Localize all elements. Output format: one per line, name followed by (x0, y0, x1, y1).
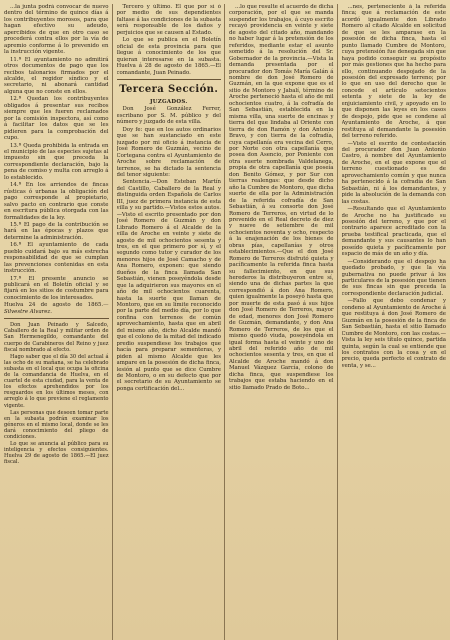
column-3 (229, 4, 338, 640)
paragraph: Lo que se publica en el Boletín oficial de esta provincia para que llegue á conocimiento de los que quieran interesarse en la subasta. Huelva á 28 de agosto de 1865.—El comandante, Juan Peinado. (116, 37, 221, 76)
date-text: Huelva 24 de agosto de 1865. (4, 302, 104, 309)
paragraph: Doy fe: que en los autos ordinarios que se han sustanciado en este juzgado por mi oficio á instancia de José Romero de Guzmán, vecino de Cortegana contra el Ayuntamiento de Aroche sobre reclamación de terrenos, se ha dictado la sentencia del tenor siguiente: (116, 126, 221, 178)
paragraph: ...lo que resulte el acuerdo de dicha corporación, por el que se manda suspender los trabajos, á cuyo escrito recayó providencia en veinte y siete de agosto del citado año, mandando no haber lugar á la pretensión de los referidos, mediante estar el asunto sometido á la resolución del Sr. Gobernador de la provincia.—Vista la demanda presentada por el procurador don Tomás María Galán á nombre de don José Romero de Guzmán, en la que expone que es el sitio de Montoro y Jabalí, término de Aroche perteneció hasta el año de mil ochocientos cuatro, á la cofradía de San Sebastián, establecida en la misma villa, una suerte de encinas y tierra del que lindaba al Oriente con tierra de don Ramón y don Antonio Bravo, y con tierra de la cofradía, cuya capellanía era vecina del Cerro, por Norte con otra capellanía que posea don Asencio, por Poniente con otra suerte nombrada Valdelanega, propia de otra capellanía que poseía don Benito Gómez, y por Sur con tierras realengas: que desde dicho año la Cumbre de Montoro, que dicha suerte de ella por la Administración de la referida cofradía de San Sebastián, á su consorte don José Romero de Terreros, en virtud de lo prevenido en el Real decreto de diez y nueve de setiembre de mil ochocientos noventa y ocho, respecto á la enajenación de los bienes de obras pías, capellanías y otros establecimientos.—Que el don José Romero de Terreros disfrutó quieta y pacíficamente la referida finca hasta su fallecimiento, en que sus herederos la distribuyeron entre sí, siendo una de dichas partes la que correspondió á don Ana Romero, quien igualmente la poseyó hasta que por muerte de esta pasó á sus hijos don José Romero de Terreros, mayor de edad, menores don José Romero de Guzmán, demandante, y don Ana Romero de Terreros, de los que el mismo quedó viuda, poseyéndola en igual forma hasta el veinte y uno de abril del referido año de mil ochocientos sesenta y tres, en que el Alcalde de Aroche mandó á don Manuel Vázquez García, colono de dicha finca, que suspendiese los trabajos que estaba haciendo en el sitio llamado Prado de Boto... (229, 4, 334, 391)
article-clause-14: 14.ª En los arriendos de fincas rústicas ó urbanas la obligación del pago corresponde al propietario, salvo pacto en contrario que conste en escritura pública otorgada con las formalidades de la ley. (4, 182, 109, 221)
article-clause-15: 15.ª El pago de la contribución se hará en las épocas y plazos que determine la administración. (4, 221, 109, 241)
column-1 (4, 4, 113, 640)
paragraph: —Fallo que debo condenar y condeno al Ayuntamiento de Aroche á que restituya á don José Romero de Guzmán en la posesión de la finca de San Sebastián, hasta el sitio llamado Cumbre de Montoro, con las costas.—Vista la ley seis título quince, partida quinta, según la cual se entiende que los contratos con la cosa y en el precio, queda perfecto el contrato de venta, y se... (341, 298, 446, 369)
article-clause-11: 11.ª El ayuntamiento no admitirá otros documentos de pago que los recibos talonarios firmados por el alcalde, el regidor síndico y el secretario, ni abonará cantidad alguna que no conste en ellos. (4, 56, 109, 95)
divider (4, 318, 109, 319)
paragraph: Las personas que deseen tomar parte en la subasta podrán examinar los géneros en el mismo local, donde se les dará conocimiento del pliego de condiciones. (4, 409, 109, 440)
signature: —Silvestre Alvarez. (4, 302, 109, 315)
divider (117, 79, 222, 80)
paragraph: —Considerando que el despojo ha quedado probado, y que la vía gubernativa no puede privar á los particulares de la posesión que tienen de sus fincas sin que preceda la correspondiente declaración judicial. (341, 258, 446, 297)
paragraph: Lo que se anuncia al público para su inteligencia y efectos consiguientes. Huelva 29 de agosto de 1865.—El juez fiscal. (4, 441, 109, 466)
paragraph: Hago saber que el día 30 del actual á las ocho de su mañana, se ha celebrado subasta en el local que ocupa la oficina de la comandancia de Huelva, en el cuartel de esta ciudad, para la venta de los efectos aprehendidos por los resguardos en los últimos meses, con arreglo á lo que previene el reglamento vigente. (4, 353, 109, 409)
article-clause-12: 12.ª Quedan los contribuyentes obligados á presentar sus recibos siempre que les fueren reclamados por la comisión inspectora, así como á facilitar los datos que se les pidieren para la comprobación del cupo. (4, 96, 109, 142)
notice-heading: Don Juan Peinado y Salcedo, Caballero de la Real y militar orden de San Hermenegildo, comandante del cuerpo de Carabineros del Reino y juez fiscal nombrado al efecto. (4, 322, 109, 353)
article-clause-16: 16.ª El ayuntamiento de cada pueblo cuidará bajo su más estrecha responsabilidad de que se cumplan las prevenciones contenidas en esta instrucción. (4, 242, 109, 275)
article-clause-17: 17.ª El presente anuncio se publicará en el Boletín oficial y se fijará en los sitios de costumbre para conocimiento de los interesados. (4, 275, 109, 301)
paragraph: Don José González Ferrer, escribano por S. M. público y del número y juzgado de esta villa. (116, 106, 221, 126)
section-title: Tercera Sección. (119, 83, 219, 95)
paragraph: —Visto el escrito de contestación del procurador don Juan Antonio Castro, á nombre del Ayuntamiento de Aroche, en el que expone que el terreno cuestionado es de aprovechamiento común y que nunca ha pertenecido á la cofradía de San Sebastián, ni á los demandantes, y pide la absolución de la demanda con las costas. (341, 140, 446, 205)
paragraph: Tercero y último. El que por sí ó por medio de sus dependientes faltase á las condiciones de la subasta será responsable de los daños y perjuicios que se causen al Estado. (116, 4, 221, 36)
paragraph: ...la junta podrá convocar de nuevo dentro del término de quince días á los contribuyentes morosos, para que hagan efectivo su adeudo, apercibidos de que en otro caso se procederá contra ellos por la vía de apremio conforme á lo prevenido en la instrucción vigente. (4, 4, 109, 56)
paragraph: ...nes, perteneciente á la referida finca; que á reclamación de este acordó igualmente don Librado Romero al citado Alcalde en solicitud de que se les amparase en la posesión de dicha finca, hasta el punto llamado Cumbre de Montoro, cuya pretensión fue denegada sin que haya podido conseguir su propósito por más gestiones que ha hecho para ello, continuando despojado de la posesión del expresado terreno; por lo que en uso del derecho que le concede el artículo setecientos setenta y siete de la ley de enjuiciamiento civil, y apoyado en lo que disponen las leyes en los casos de despojo, pide que se condene al Ayuntamiento de Aroche, á que restituya al demandante la posesión del terreno referido. (341, 4, 446, 140)
column-4 (342, 4, 447, 640)
article-clause-13: 13.ª Queda prohibida la entrada en el municipio de las especies sujetas al impuesto sin que preceda la correspondiente declaración, bajo la pena de comiso y multa con arreglo á lo establecido. (4, 142, 109, 181)
column-2 (117, 4, 226, 640)
date-line (4, 302, 109, 315)
subsection-heading: JUZGADOS. (149, 98, 188, 105)
paragraph: —Resultando que el Ayuntamiento de Aroche no ha justificado su posesión del terreno, y que por el contrario aparece acreditado con la prueba testifical practicada, que el demandante y sus causantes lo han poseído quieta y pacíficamente por espacio de más de un año y día. (341, 206, 446, 258)
paragraph: Sentencia.—Don Esteban Martín del Castillo, Caballero de la Real y distinguida orden Española de Carlos III, juez de primera instancia de esta villa y su partido.—Vistos estos autos.—Visto el escrito presentado por don José Romero de Guzmán y don Librado Romero á el Alcalde de la villa de Aroche en veinte y siete de agosto de mil ochocientos sesenta y tres, en el que primero por sí, y el segundo como tutor y curador de los menores hijos de José Camacho y de Ana Romero, exponen: que siendo dueños de la finca llamada San Sebastián, vienen poseyéndola desde que la adquirieron sus mayores en el año de mil ochocientos cuarenta, hasta la suerte que llaman de Montoro, que en su límite reconocido por la parte del medio día, por lo que confina con terrenos de común aprovechamiento, hasta que en abril del mismo año, dicho Alcalde mandó que el colono de la mitad del indicado predio suspendiese los trabajos que hacía para preparar sementeras, y piden al mismo Alcalde que les ampare en la posesión de dicha finca, lesión al punto que se dice Cumbre de Montoro, o en su defecto que por el secretario de su Ayuntamiento se ponga certificación del... (116, 179, 221, 392)
